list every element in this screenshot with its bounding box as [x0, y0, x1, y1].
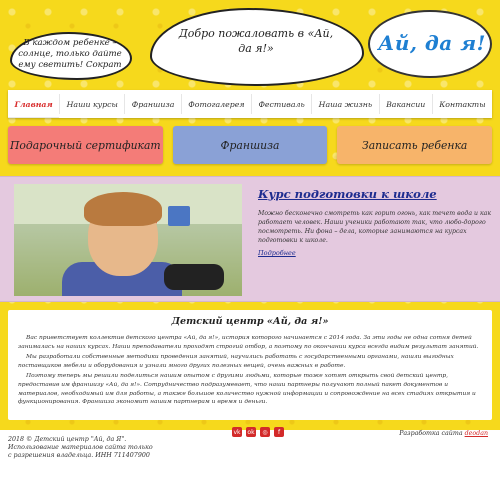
photo-bag: [164, 264, 224, 290]
cta-row: [8, 126, 492, 164]
course-description: Можно бесконечно смотреть как горит огонь, как течет вода и как работает человек. Наши ученики работают так, что любо-дорого посмотреть. Ни фона – дела, которые занимаются на курсах подготовки к школе.: [258, 210, 492, 244]
photo-child-hair: [84, 192, 162, 226]
nav-item-contacts[interactable]: Контакты: [439, 99, 486, 109]
about-paragraph: Вас приветствует коллектив детского центра «Ай, да я!», история которого начинается с 2014 года. За эти годы не одна сотня детей занималась на наших курсах. Наши преподаватели проходят строгий отбор, а поэтому по окончании курса всегда видим результат занятий.: [18, 335, 479, 350]
developer-credit: [399, 430, 488, 437]
franchise-button[interactable]: Франшиза: [173, 126, 328, 164]
facebook-icon[interactable]: f: [274, 427, 284, 437]
nav-item-festival[interactable]: Фестиваль: [258, 99, 305, 109]
logo-text[interactable]: Ай, да я!: [378, 31, 486, 55]
developer-label: Разработка сайта: [399, 430, 463, 437]
quote-cloud-text: В каждом ребенке – солнце, только дайте ему светить! Сократ: [18, 38, 122, 70]
nav-item-photo-gallery[interactable]: Фотогалерея: [188, 99, 245, 109]
developer-link[interactable]: deodan: [464, 430, 488, 437]
nav-item-our-life[interactable]: Наша жизнь: [318, 99, 373, 109]
footer-copyright: 2018 © Детский центр "Ай, да Я". Использование материалов сайта только с разрешения владельца. ИНН 711407900: [8, 436, 153, 460]
nav-item-vacancies[interactable]: Вакансии: [386, 99, 426, 109]
about-title: Детский центр «Ай, да я!»: [171, 316, 329, 327]
vk-icon[interactable]: vk: [233, 428, 241, 436]
enroll-child-button[interactable]: Записать ребенка: [337, 126, 492, 164]
nav-item-home[interactable]: Главная: [8, 90, 59, 118]
welcome-cloud-text: Добро пожаловать в «Ай, да я!»: [178, 27, 334, 55]
nav-item-courses[interactable]: Наши курсы: [66, 99, 118, 109]
gift-certificate-button[interactable]: Подарочный сертификат: [8, 126, 163, 164]
about-text: [18, 334, 482, 409]
instagram-icon[interactable]: ◎: [260, 427, 270, 437]
about-paragraph: Мы разработали собственные методики проведения занятий, научились работать с государственными органами, нашли выгодных поставщиков мебели и оборудования и узнали много других полезных вещей, очень важных в работе.: [18, 354, 454, 369]
main-nav: [8, 90, 492, 118]
course-photo[interactable]: [14, 184, 242, 296]
ok-icon[interactable]: ok: [247, 428, 255, 436]
course-title-link[interactable]: Курс подготовки к школе: [258, 187, 437, 201]
nav-item-franchise[interactable]: Франшиза: [131, 99, 175, 109]
about-paragraph: Поэтому теперь мы решили поделиться нашим опытом с другими людьми, которые тоже хотят открыть свой детский центр, предоставив им франшизу «Ай, да я!». Сотрудничество подразумевает, что наши партнеры получают полный пакет документов и материалов, необходимый им для работы, а также большое количество нужной информации и сопровождение на всех стадиях открытия и функционирования. Франшиза экономит нашим партнерам и время и деньги.: [18, 373, 476, 406]
social-links: [232, 427, 284, 437]
photo-toy-bin: [168, 206, 190, 226]
course-more-link[interactable]: Подробнее: [258, 249, 296, 257]
